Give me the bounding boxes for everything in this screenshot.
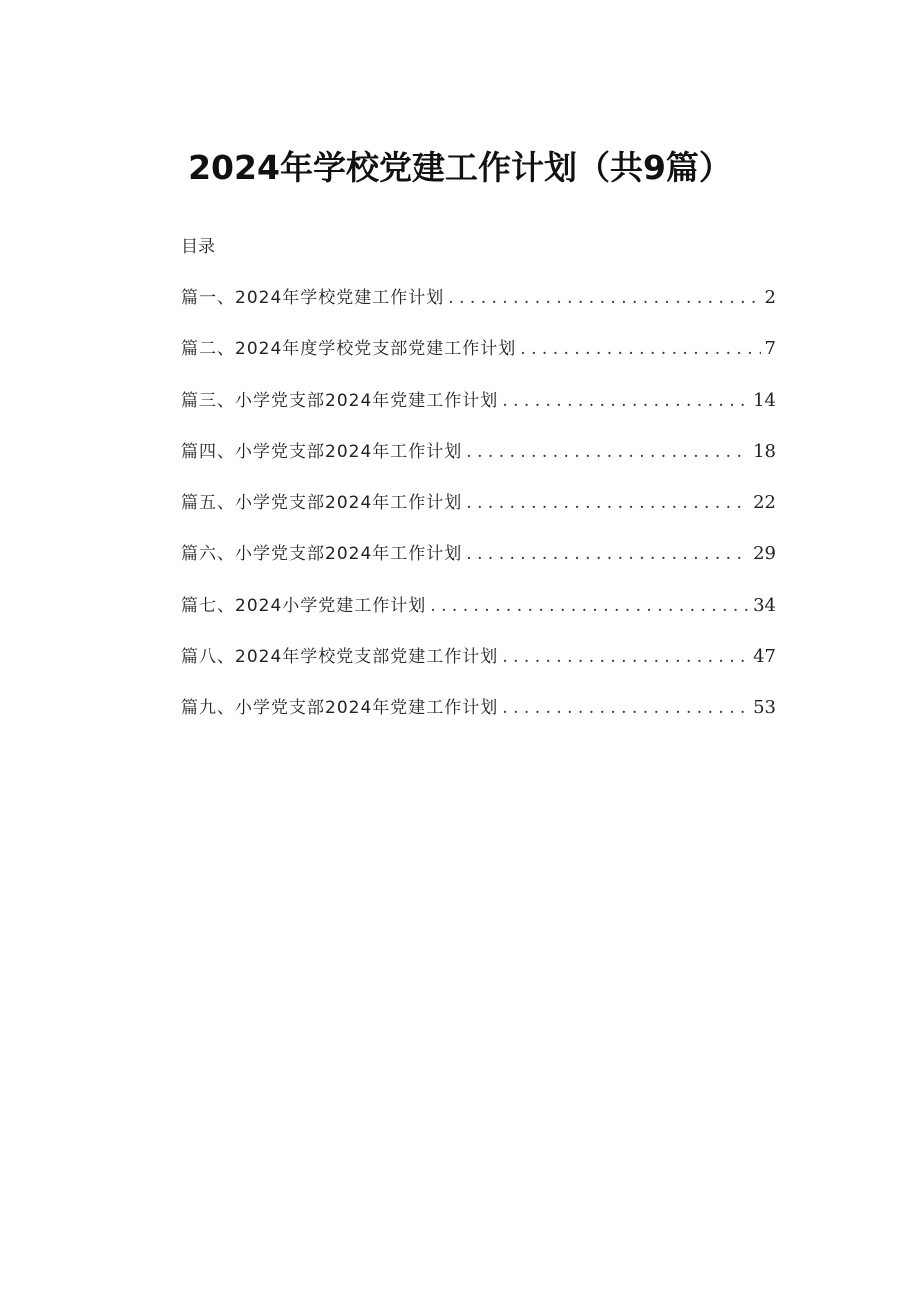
table-of-contents — [181, 284, 776, 746]
dot-leader — [502, 694, 749, 722]
toc-entry-label: 篇二、2024年度学校党支部党建工作计划 — [181, 339, 517, 360]
toc-entry-4[interactable] — [181, 438, 776, 489]
toc-entry-5[interactable] — [181, 489, 776, 540]
dot-leader — [466, 489, 749, 517]
dot-leader — [466, 540, 749, 568]
toc-entry-label: 篇四、小学党支部2024年工作计划 — [181, 441, 463, 462]
toc-entry-page: 18 — [753, 440, 776, 462]
dot-leader — [520, 335, 760, 363]
toc-heading: 目录 — [181, 237, 215, 257]
toc-entry-7[interactable] — [181, 592, 776, 643]
toc-entry-page: 22 — [753, 492, 776, 514]
toc-entry-label: 篇八、2024年学校党支部党建工作计划 — [181, 647, 499, 668]
dot-leader — [448, 284, 760, 312]
toc-entry-3[interactable] — [181, 387, 776, 438]
toc-entry-page: 53 — [753, 697, 776, 719]
dot-leader — [502, 643, 749, 671]
toc-entry-1[interactable] — [181, 284, 776, 335]
toc-entry-label: 篇六、小学党支部2024年工作计划 — [181, 544, 463, 565]
toc-entry-label: 篇五、小学党支部2024年工作计划 — [181, 493, 463, 514]
dot-leader — [430, 592, 749, 620]
toc-entry-page: 29 — [753, 543, 776, 565]
dot-leader — [502, 387, 749, 415]
toc-entry-label: 篇三、小学党支部2024年党建工作计划 — [181, 390, 499, 411]
toc-entry-8[interactable] — [181, 643, 776, 694]
toc-entry-9[interactable] — [181, 694, 776, 745]
dot-leader — [466, 438, 749, 466]
toc-entry-page: 34 — [753, 594, 776, 616]
toc-entry-6[interactable] — [181, 540, 776, 591]
toc-entry-label: 篇七、2024小学党建工作计划 — [181, 595, 427, 616]
toc-entry-2[interactable] — [181, 335, 776, 386]
toc-entry-page: 47 — [753, 646, 776, 668]
document-title: 2024年学校党建工作计划（共9篇） — [188, 148, 732, 187]
toc-entry-page: 7 — [764, 338, 776, 360]
toc-entry-page: 14 — [753, 389, 776, 411]
toc-entry-label: 篇九、小学党支部2024年党建工作计划 — [181, 698, 499, 719]
toc-entry-label: 篇一、2024年学校党建工作计划 — [181, 288, 445, 308]
toc-entry-page: 2 — [764, 287, 776, 308]
